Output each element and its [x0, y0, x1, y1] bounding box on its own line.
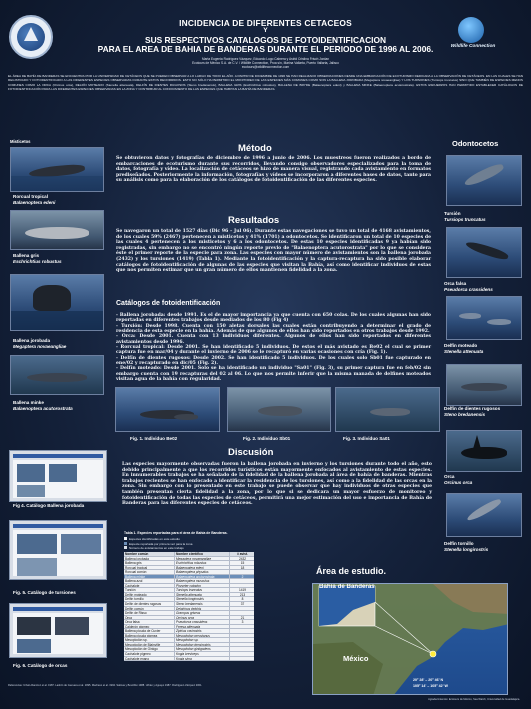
cell-latin: Stenella longirostris [174, 597, 229, 601]
header-latin: Nombre científico [174, 552, 229, 556]
cell-common: Orca falsa [125, 620, 140, 624]
table-legend [124, 537, 192, 551]
cell-count: 37 [229, 602, 254, 606]
cell-count: 1419 [229, 588, 254, 592]
cell-count [229, 647, 254, 651]
cell-common: Ballena jorobada [125, 556, 149, 561]
discusion-text: Las especies mayormente observadas fueron la ballena jorobada en invierno y los tursiones durante todo el año, esto debido principalmente a que los recorridos turísticos están mayormente enfocados al avistamiento de estas especies. En innumerables trabajos se ha señalado de la fidelidad de la ballena jorobada al área de bahía de banderas. Mientras trabajos recientes se han enfocado a identificar la residencia de los tursiones, así como a la fidelidad de las orcas en la zona. Sin embargo con lo presentado en este trabajo se puede observar que hay individuos de otras especies que también presentan cierta fidelidad a la zona, por lo que si se dedicara un mayor esfuerzo de monitoreo y fotoidentificación de todas las especies de cetáceos, permitirá una mejor estimación del uso e importancia de Bahía de Banderas para las diferentes especies de cetáceos. [122, 462, 432, 507]
cell-common: Mesoplodón sp. [125, 638, 148, 642]
caption-latin-tursion: Tursiops truncatus [444, 217, 486, 222]
cell-common: Delfín común [125, 606, 144, 611]
cell-count [229, 607, 254, 611]
legend-swatch-grey-icon [124, 546, 127, 549]
cell-latin: Delphinus delphis [174, 607, 229, 611]
cell-common: Orca [125, 615, 132, 620]
study-area-map [312, 583, 508, 695]
cell-common: Ballena minke [125, 574, 146, 579]
cell-count: 213 [229, 593, 254, 597]
cell-count [229, 652, 254, 656]
discusion-heading: Discusión [228, 447, 274, 458]
catalogos-text: - Ballena jorobada: desde 1991. Es el de mayor importancia ya que cuenta con 650 colas. De los cuales algunas han sido reportadas en diferentes trabajos desde mediados de los 80 (Fig 4) - Tursión: Desde 1998. Cuenta con 150 aletas dorsales las cuales están contribuyendo a determinar el grado de residencia de esta especie en la bahía. Además de que algunos de ellos han sido reportados en otros trabajos desde 1992. - Orca: Desde 2001. Cuenta con 13 individuos diferentes. Algunos de ellos han sido reportados en diferentes avistamientos desde 1996. - Rorcual tropical: Desde 2001. Se han identificado 5 individuos. De estos el más avistado es Be02 el cual se primer captura fue en mar/04 y durante el invierno de 2006 se le recapturó en varias ocasiones con cría (Fig. 1). - Delfín de dientes rugosos: Desde 2002. Se han identificado 5 individuos. De los cuales solo Sb01 fue capturado en ene/02 y recapturado en dic/05 (Fig. 2). - Delfín moteado: Desde 2001. Solo se ha identificado un individuo "Sa01" (Fig. 3), su primer captura fue en feb/02 sin embargo cuenta con 19 recapturas del 02 al 06. Lo que nos permite inferir que la misma manada de delfines moteados visitan agua de la bahía con regularidad. [116, 313, 431, 383]
cell-common: Ballena picuda pigmea [125, 633, 158, 638]
cell-common: Rorcual tropical [125, 565, 148, 570]
photo-individuo-sa01 [335, 387, 440, 432]
cell-common: Delfín de dientes rugosos [125, 602, 162, 606]
metodo-text: Se obtuvieron datos y fotografías de diciembre de 1996 a junio de 2006. Los muestreos fueron realizados a bordo de embarcaciones de ecoturismo durante sus recorridos, llevando consigo observadores especializados para la toma de datos, fotografía y vídeo. La localización de cetáceos se hizo de manera visual, registrando cada avistamiento en formatos prediseñados. Posteriormente la información, fotografías y vídeos se incorporaron a diferentes bases de datos, tanto para su análisis como para la elaboración de los catálogos de fotoidentificación de las diferentes especies. [116, 156, 431, 184]
cell-common: Cachalote [125, 583, 140, 588]
caption-latin-moteado: Stenella attenuata [444, 349, 484, 354]
cell-common: Rorcual común [125, 570, 147, 574]
acknowledgements: Agradecimientos: Ecotours de México, Sea Watch, Universidad de Guadalajara. [428, 698, 520, 701]
cell-count: 15 [229, 561, 254, 565]
fig6-caption: Fig. 6. Catálogo de orcas [13, 663, 68, 668]
caption-common-orca-falsa: Orca falsa [444, 281, 467, 286]
cell-count [229, 629, 254, 633]
odontocetos-heading: Odontocetos [452, 139, 499, 148]
caption-common-rorcual: Rorcual tropical [13, 194, 48, 199]
cell-latin: Kogia breviceps [174, 652, 229, 656]
photo-ballena-minke [10, 355, 104, 395]
caption-common-tursion: Tursión [444, 211, 461, 216]
area-heading: Área de estudio. [316, 566, 387, 576]
photo-rorcual-tropical [10, 147, 104, 192]
references: Referencias: Urbán-Ramírez et al. 1987. Ladrón de Guevara et al. 1995. Medrano et al. 1994. Salinas y Bourillón 1988. Urbán y Aguayo 1987. Rodríguez-Vázquez 2001. [8, 684, 203, 687]
cell-common: Mesoplodón de Ginkgo [125, 647, 158, 652]
cell-common: Mesoplodón de Blainville [125, 642, 161, 647]
cell-count [229, 579, 254, 583]
species-table [124, 552, 254, 661]
cell-latin: Steno bredanensis [174, 602, 229, 606]
caption-latin-minke: Balaenoptera acutorostrata [13, 406, 73, 411]
cell-latin: Grampus griseus [174, 611, 229, 615]
cell-latin: Megaptera novaeangliae [174, 557, 229, 561]
catalog-screenshot-tursiones [9, 520, 107, 580]
cell-common: Cachalote enano [125, 656, 150, 661]
caption-latin-jorobada: Megaptera novaeangliae [13, 344, 67, 349]
caption-common-minke: Ballena minke [13, 400, 44, 405]
catalogos-heading: Catálogos de fotoidentificación [116, 300, 221, 307]
cell-count: 18 [229, 566, 254, 570]
catalog-screenshot-jorobada [9, 450, 107, 502]
cell-count: 2432 [229, 557, 254, 561]
coords-lat: 20° 28’ – 20° 46’ N [413, 678, 444, 682]
cell-count [229, 570, 254, 574]
fig3-caption: Fig. 3. Individuo Sa01 [343, 436, 390, 441]
photo-delfin-tornillo [446, 493, 522, 537]
caption-latin-orca: Orcinus orca [444, 480, 473, 485]
cell-common: Delfín tornillo [125, 597, 144, 602]
caption-latin-rugosos: Steno bredanensis [444, 412, 486, 417]
legend-swatch-blue-icon [124, 542, 127, 545]
cell-count: 3 [229, 620, 254, 624]
header-common: Nombre común [125, 552, 149, 556]
fig2-caption: Fig. 2. Individuo Sb01 [243, 436, 291, 441]
caption-latin-rorcual: Balaenoptera edeni [13, 200, 56, 205]
cell-latin: Mesoplodon ginkgodens [174, 647, 229, 651]
cell-count [229, 625, 254, 629]
caption-latin-orca-falsa: Pseudorca crassidens [444, 287, 493, 292]
abstract: EL ÁREA DE BAHÍA DE BANDERAS SE ENCUENTRA POR LA UNIVERSIDAD DE CETÁCEOS QUE SE PUEDEN OBSERVAR A LO LARGO DE TODO EL AÑO. A PARTIR DE DICIEMBRE DE 1996 SE HAN REALIZADO OBSERVACIONES DESDE UNA EMBARCACIÓN DE ECOTURISMO DEDICADA A LA OBSERVACIÓN DE CETÁCEOS. EN LAS CUALES SE HAN REGISTRADO Y FOTOIDENTIFICADO A LAS DIFERENTES ESPECIES OBSERVADAS DURANTE ESTOS RECORRIDOS. ESTO NO SÓLO HA PERMITIDO EL MONITOREO DE LAS ESPECIES MÁS COMUNES COMO SON LA BALLENA JOROBADA (Megaptera novaeangliae) Y LOS TURSIONES (Tursiops truncatus) SINO QUE TAMBIÉN DE ESPECIES MENOS COMUNES COMO LA ORCA (Orcinus orca), DELFÍN MOTEADO (Stenella attenuata), DELFÍN DE DIENTES RUGOSOS (Steno bredanensis), BALLENA GRIS (Eschrichtius robustus), BALLENA DE BRYDE (Balaenoptera edeni) y BALLENA MINKE (Balaenoptera acutorostrata). ESTOS ESFUERZOS HAN PERMITIDO ESTABLECER CATÁLOGOS DE FOTOIDENTIFICACIÓN PARA LAS DIFERENTES ESPECIES OBSERVADAS EN LA ZONA Y CONTRIBUIR AL CONOCIMIENTO DE LAS ESPECIES QUE HABITAN LA BAHÍA DE BANDERAS. [8, 74, 523, 91]
photo-individuo-be02 [115, 387, 220, 432]
coords-lon: 105° 14’ – 105° 42’ W [413, 684, 448, 688]
cell-latin: Tursiops truncatus [174, 588, 229, 592]
cell-common: Delfín moteado [125, 592, 147, 597]
cell-common: Calderón pigmeo [125, 624, 150, 629]
legend-first-report: Especie reportada por primera vez para la zona [124, 542, 192, 547]
cell-count [229, 611, 254, 615]
cell-count [229, 643, 254, 647]
authors-email: ecotours@wildlifeconnection.com [241, 65, 290, 69]
caption-latin-gris: Eschrichtius robustus [13, 259, 62, 264]
poster-title-line3: SUS RESPECTIVOS CATALOGOS DE FOTOIDENTIFICACION [144, 35, 387, 45]
authors-names: Marta Eugenia Rodríguez Vázquez, Eduardo Lugo Cabrera y Astrid Cristina Frisch Jordan [201, 57, 330, 61]
misticetos-heading: Misticetos [10, 139, 31, 144]
cell-common: Cachalote pigmeo [125, 652, 151, 656]
legend-swatch-white-icon [124, 537, 127, 540]
cell-latin: Eschrichtius robustus [174, 561, 229, 565]
cell-latin: Stenella attenuata [174, 593, 229, 597]
cell-count [229, 634, 254, 638]
cell-count: 21 [229, 616, 254, 620]
caption-common-jorobada: Ballena jorobada [13, 338, 51, 343]
photo-orca-falsa [446, 227, 522, 278]
cell-common: Delfín de Risso [125, 611, 147, 615]
cell-latin: Orcinus orca [174, 616, 229, 620]
country-label: México [343, 654, 369, 663]
cell-latin: Mesoplodon sp. [174, 638, 229, 642]
wildlife-connection-logo [446, 17, 498, 59]
bay-label: Bahía de Banderas [319, 583, 375, 590]
photo-tursion [446, 155, 522, 206]
resultados-text: Se navegaron un total de 1527 días (Dic 96 – Jul 06). Durante estas navegaciones se tuvo un total de 4168 avistamientos, de los cuales 59% (2467) pertenecen a misticetos y 41% (1701) a odontocetos. Se identificaron un total de 10 especies de las cuales 4 pertenecen a los misticetos y 6 a los odontocetos. De estas 10 especies identificadas 9 ya habían sido registradas, sin embargo no se encontró ningún reporte previo de "Balaenoptera acutorostrata" por lo que se considera éste el primer reporte de la especie para zona. Las especies con mayor número de avistamientos son la ballena jorobada (2432) y los tursiones (1419) (Tabla 1). Mediante la fotoidentificación y la captura-recaptura ha sido posible elaborar catálogos de fotoidentificación de algunas de las especies que visitan la Bahía, así como identificar individuos de estas que nos permiten estimar que un gran número de ellos mantienen fidelidad a la zona. [116, 229, 431, 274]
cell-latin: Balaenoptera edeni [174, 566, 229, 570]
cell-latin: Mesoplodon peruvianus [174, 634, 229, 638]
photo-ballena-jorobada [10, 274, 104, 331]
caption-common-orca: Orca [444, 474, 455, 479]
caption-latin-tornillo: Stenella longirostris [444, 547, 489, 552]
table-caption: Tabla 1. Especies reportadas para el área de Bahía de Banderas. [124, 531, 228, 535]
photo-delfin-dientes-rugosos [446, 364, 522, 406]
metodo-heading: Método [238, 143, 272, 154]
resultados-heading: Resultados [228, 215, 280, 226]
caption-common-rugosos: Delfín de dientes rugosos [444, 406, 501, 411]
photo-ballena-gris [10, 210, 104, 250]
photo-individuo-sb01 [227, 387, 331, 432]
photo-orca [446, 430, 522, 472]
catalog-screenshot-orcas [9, 603, 107, 658]
cell-latin: Balaenoptera physalus [174, 570, 229, 574]
cell-count [229, 638, 254, 642]
poster-title-line1: INCIDENCIA DE DIFERENTES CETACEOS [179, 18, 352, 28]
header-count: # avist. [229, 552, 254, 556]
logo-text: Wildlife Connection [450, 44, 496, 49]
fig4-caption: Fig 4. Catálogo Ballena jorobada [13, 503, 85, 508]
cell-common: Tursión [125, 588, 136, 592]
cell-latin: Balaenoptera acutorostrata [174, 575, 229, 579]
cell-latin: Feresa attenuata [174, 625, 229, 629]
cell-latin: Balaenoptera musculus [174, 579, 229, 583]
poster-title-line2: Y [263, 27, 268, 34]
cell-count [229, 584, 254, 588]
cell-latin: Mesoplodon densirostris [174, 643, 229, 647]
photo-delfin-moteado [446, 296, 522, 340]
authors-block [0, 57, 531, 69]
cell-common: Ballena gris [125, 561, 142, 565]
caption-common-moteado: Delfín moteado [444, 343, 478, 348]
map-graphic [313, 584, 508, 695]
cell-count: 8 [229, 597, 254, 601]
fig1-caption: Fig. 1. Individuo Be02 [130, 436, 178, 441]
cell-latin: Physeter catodon [174, 584, 229, 588]
cell-common: Ballena azul [125, 579, 143, 583]
caption-common-tornillo: Delfín tornillo [444, 541, 474, 546]
table-row [124, 657, 254, 662]
cell-latin: Kogia sima [174, 657, 229, 661]
cell-count [229, 657, 254, 661]
poster-title-line4: PARA EL AREA DE BAHIA DE BANDERAS DURANTE EL PERIODO DE 1996 AL 2006. [97, 44, 434, 54]
cell-latin: Ziphius cavirostris [174, 629, 229, 633]
cell-count: 2 [229, 575, 254, 579]
cell-latin: Pseudorca crassidens [174, 620, 229, 624]
fig5-caption: Fig. 5. Catálogo de tursiones [13, 590, 76, 595]
authors-affiliation: Ecotours de México S.A. de C.V. / Wildlife Connection, Proa s/n, Marina Vallarta, Puerto Vallarta, Jalisco [192, 61, 339, 65]
legend-identified: Especies identificadas en este estudio [124, 537, 192, 542]
dolphin-logo-icon [458, 17, 484, 43]
cell-common: Ballena picuda de Cuvier [125, 629, 161, 633]
legend-count: Número de avistamientos en este trabajo [124, 546, 192, 551]
caption-common-gris: Ballena gris [13, 253, 40, 258]
